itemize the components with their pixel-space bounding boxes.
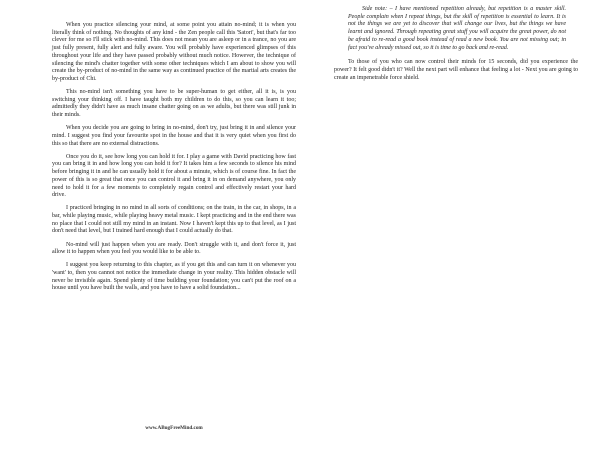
paragraph: This no-mind isn't something you have to be super-human to get either, all it is, is you switching your thinking off. I have taught both my children to do this, so you can learn it too; admittedly they didn't have as much insane chatter going on as we adults, but there was still junk in their minds.: [52, 89, 296, 119]
paragraph: Once you do it, see how long you can hold it for. I play a game with David practicing how fast you can bring it in and how long you can hold it for? It takes him a few seconds to silence his mind before bringing it in and he can usually hold it for about a minute, which is of course fine. In fact the power of this is so great that once you can control it and bring it in on demand anywhere, you only need to hold it for a few moments to completely regain control and effectively restart your hard drive.: [52, 153, 296, 199]
paragraph: No-mind will just happen when you are ready. Don't struggle with it, and don't force it, just allow it to happen when you feel you would like to be able to.: [52, 241, 296, 256]
paragraph: To those of you who can now control their minds for 15 seconds, did you experience the power? It felt good didn't it? Well the next part will enhance that feeling a lot - Next you are going to create an impenetrable force shield.: [334, 59, 578, 81]
paragraph: When you decide you are going to bring in no-mind, don't try, just bring it in and silence your mind. I suggest you find your favourite spot in the house and that it is very quiet when you first do this so that there are no external distractions.: [52, 125, 296, 147]
right-page: [334, 6, 578, 88]
paragraph: I practiced bringing in no mind in all sorts of conditions; on the train, in the car, in shops, in a bar, while playing music, while playing heavy metal music. I kept practicing and in the end there was no place that I could not still my mind in an instant. Now I haven't kept this up to that level, as I just don't need that level, but I trained hard enough that I could actually do that.: [52, 205, 296, 235]
side-note: Side note: – I have mentioned repetition already, but repetition is a master skill. People complain when I repeat things, but the skill of repetition is essential to learn. It is not the things we are yet to discover that will change our lives, but the things we have learnt and ignored. Through repeating great stuff you will acquire the great power, do not be afraid to re-read a good book instead of read a new book. You are not missing out; in fact you've already missed out, so it is time to go back and re-read.: [348, 6, 566, 51]
paragraph: I suggest you keep returning to this chapter, as if you get this and can turn it on whenever you 'want' to, then you cannot not notice the immediate change in your reality. This hidden obstacle will never be invisible again. Spend plenty of time building your foundation; you can't put the roof on a house until you have built the walls, and you have to have a solid foundation...: [52, 262, 296, 292]
page-footer-url: www.ABugFreeMind.com: [145, 425, 203, 431]
left-page: [52, 22, 296, 299]
paragraph: When you practice silencing your mind, at some point you attain no-mind; it is when you literally think of nothing. No thoughts of any kind - the Zen people call this 'Satori', but that's far too clever for me so I'll stick with no-mind. This does not mean you are asleep or in a trance, no you are just fully present, fully alert and fully aware. You will probably have experienced glimpses of this throughout your life and they have passed probably without much notice. However, the technique of silencing the mind's chatter together with some other techniques which I am about to show you will create the by-product of no-mind in the same way as continued practice of the martial arts creates the by-product of Chi.: [52, 22, 296, 82]
